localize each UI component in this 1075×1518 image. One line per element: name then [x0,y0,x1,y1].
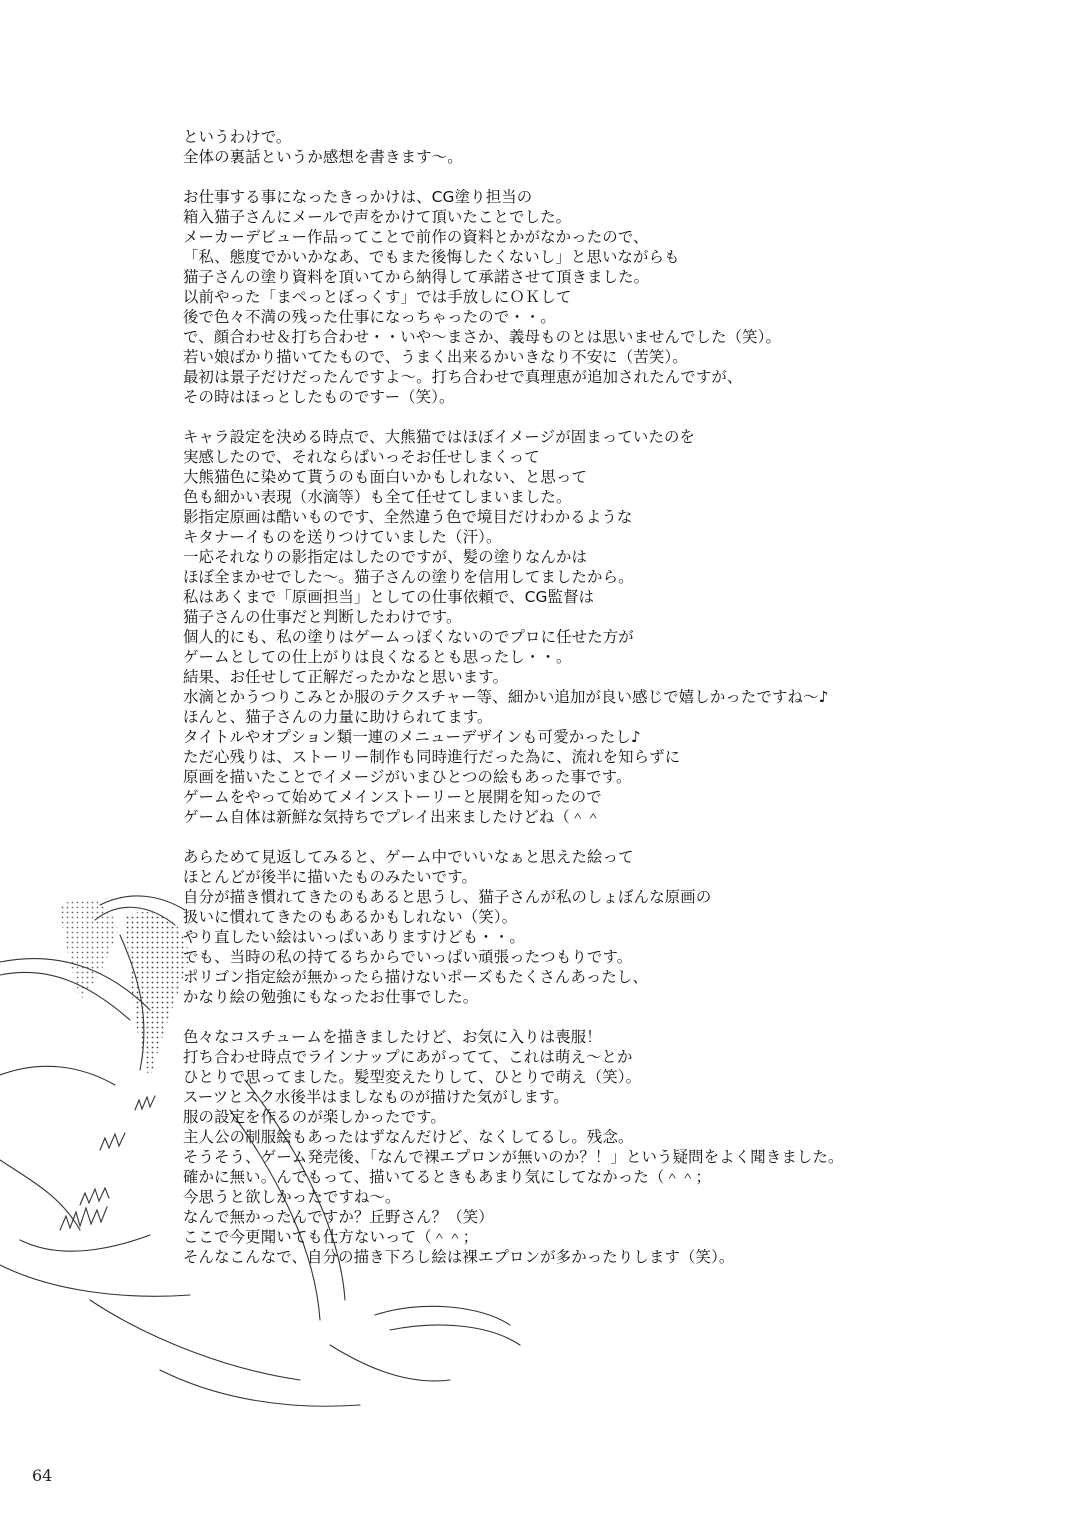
text-line: 大熊猫色に染めて貰うのも面白いかもしれない、と思って [183,468,588,486]
text-line: 服の設定を作るのが楽しかったです。 [183,1108,446,1126]
text-line: ここで今更聞いても仕方ないって（＾＾； [183,1228,479,1246]
text-line: ほとんどが後半に描いたものみたいです。 [183,868,478,886]
text-line: というわけで。 [183,128,292,146]
text-line: 箱入猫子さんにメールで声をかけて頂いたことでした。 [183,208,572,226]
text-line: 実感したので、それならばいっそお任せしまくって [183,448,540,466]
text-line: 全体の裏話というか感想を書きます～。 [183,148,463,166]
text-line: スーツとスク水後半はましなものが描けた気がします。 [183,1088,569,1106]
paragraph-gap [183,167,943,187]
text-line: でも、当時の私の持てるちからでいっぱい頑張ったつもりです。 [183,948,633,966]
text-line: メーカーデビュー作品ってことで前作の資料とかがなかったので、 [183,228,649,246]
text-line: キタナーイものを送りつけていました（汗）。 [183,528,502,546]
text-line: 「私、態度でかいかなあ、でもまた後悔したくないし」と思いながらも [183,248,680,266]
text-line: ポリゴン指定絵が無かったら描けないポーズもたくさんあったし、 [183,968,648,986]
text-line: かなり絵の勉強にもなったお仕事でした。 [183,988,479,1006]
text-line: 主人公の制服絵もあったはずなんだけど、なくしてるし。残念。 [183,1128,634,1146]
text-line: 色も細かい表現（水滴等）も全て任せてしまいました。 [183,488,572,506]
paragraph-gap [183,1007,943,1027]
text-line: 色々なコスチュームを描きましたけど、お気に入りは喪服！ [183,1028,602,1046]
text-line: 原画を描いたことでイメージがいまひとつの絵もあった事です。 [183,768,632,786]
text-line: そうそう、ゲーム発売後、「なんで裸エプロンが無いのか？！」という疑問をよく聞きました。 [183,1148,844,1166]
page-number: 64 [32,1466,53,1485]
text-line: 後で色々不満の残った仕事になっちゃったので・・。 [183,308,556,326]
text-line: 影指定原画は酷いものです、全然違う色で境目だけわかるような [183,508,633,526]
text-line: 猫子さんの仕事だと判断したわけです。 [183,608,462,626]
text-line: その時はほっとしたものですー（笑）。 [183,388,455,406]
text-line: やり直したい絵はいっぱいありますけども・・。 [183,928,525,946]
text-line: そんなこんなで、自分の描き下ろし絵は裸エプロンが多かったりします（笑）。 [183,1248,735,1266]
text-line: 結果、お任せして正解だったかなと思います。 [183,668,509,686]
text-line: ただ心残りは、ストーリー制作も同時進行だった為に、流れを知らずに [183,748,681,766]
text-line: 一応それなりの影指定はしたのですが、髪の塗りなんかは [183,548,588,566]
text-line: キャラ設定を決める時点で、大熊猫ではほぼイメージが固まっていたのを [183,428,696,446]
text-line: ゲームをやって始めてメインストーリーと展開を知ったので [183,788,602,806]
text-line: 自分が描き慣れてきたのもあると思うし、猫子さんが私のしょぼんな原画の [183,888,712,906]
text-line: あらためて見返してみると、ゲーム中でいいなぁと思えた絵って [183,848,634,866]
text-line: 私はあくまで「原画担当」としての仕事依頼で、CG監督は [183,588,595,606]
text-line: 個人的にも、私の塗りはゲームっぽくないのでプロに任せた方が [183,628,634,646]
paragraph-gap [183,827,943,847]
text-line: 若い娘ばかり描いてたもので、うまく出来るかいきなり不安に（苦笑）。 [183,348,688,366]
text-line: 水滴とかうつりこみとか服のテクスチャー等、細かい追加が良い感じで嬉しかったですね～♪ [183,688,829,706]
text-line: お仕事する事になったきっかけは、CG塗り担当の [183,188,533,206]
afterword-text [183,127,943,1267]
text-line: 最初は景子だけだったんですよ～。打ち合わせで真理恵が追加されたんですが、 [183,368,743,386]
text-line: タイトルやオプション類一連のメニューデザインも可愛かったし♪ [183,728,641,746]
text-line: ほぼ全まかせでした～。猫子さんの塗りを信用してましたから。 [183,568,634,586]
text-line: で、顔合わせ＆打ち合わせ・・いや～まさか、義母ものとは思いませんでした（笑）。 [183,328,782,346]
text-line: 以前やった「まぺっとぼっくす」では手放しにＯＫして [183,288,572,306]
text-line: 今思うと欲しかったですね～。 [183,1188,401,1206]
text-line: 扱いに慣れてきたのもあるかもしれない（笑）。 [183,908,518,926]
text-line: なんで無かったんですか？丘野さん？（笑） [183,1208,494,1226]
text-line: ほんと、猫子さんの力量に助けられてます。 [183,708,493,726]
text-line: 打ち合わせ時点でラインナップにあがってて、これは萌え～とか [183,1048,633,1066]
text-line: 確かに無い。んでもって、描いてるときもあまり気にしてなかった（＾＾； [183,1168,712,1186]
text-line: ゲームとしての仕上がりは良くなるとも思ったし・・。 [183,648,572,666]
text-line: ゲーム自体は新鮮な気持ちでプレイ出来ましたけどね（＾＾ [183,808,602,826]
paragraph-gap [183,407,943,427]
text-line: ひとりで思ってました。髪型変えたりして、ひとりで萌え（笑）。 [183,1068,642,1086]
text-line: 猫子さんの塗り資料を頂いてから納得して承諾させて頂きました。 [183,268,650,286]
